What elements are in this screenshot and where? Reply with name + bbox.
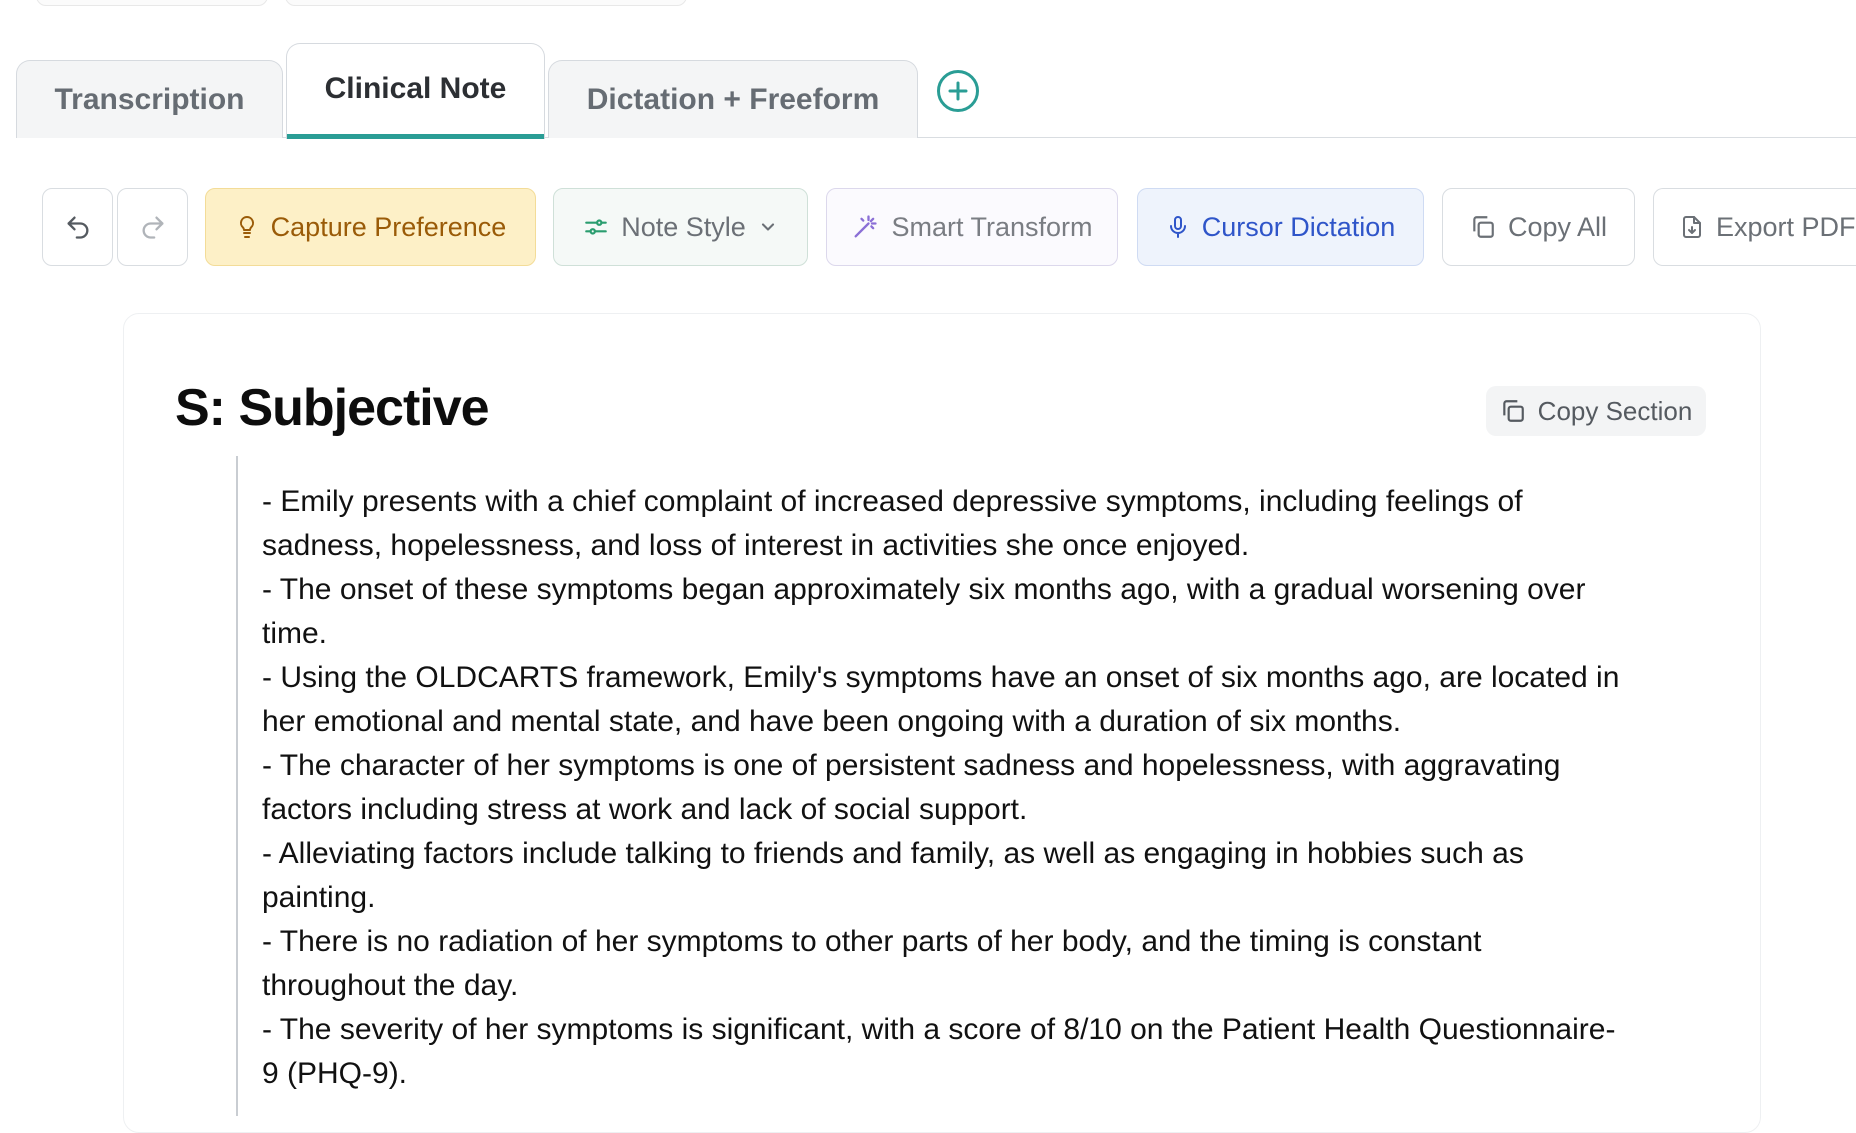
- copy-section-button[interactable]: [1486, 386, 1706, 436]
- add-tab-button[interactable]: [937, 70, 979, 112]
- file-export-icon: [1680, 213, 1704, 241]
- note-line: time.: [262, 617, 328, 650]
- note-line: painting.: [262, 881, 376, 914]
- copy-icon: [1470, 214, 1496, 240]
- cursor-dictation-button[interactable]: [1137, 188, 1424, 266]
- section-title: S: Subjective: [175, 379, 489, 437]
- tab-label: Dictation + Freeform: [586, 82, 880, 116]
- tab-dictation-freeform[interactable]: [548, 60, 918, 138]
- tab-label: Transcription: [54, 82, 245, 116]
- note-line: 9 (PHQ-9).: [262, 1057, 408, 1090]
- note-line: - Alleviating factors include talking to friends and family, as well as engaging in hobbies such as: [262, 837, 1524, 870]
- toolbar: [0, 188, 1856, 268]
- undo-button[interactable]: [42, 188, 113, 266]
- tab-label: Clinical Note: [324, 71, 507, 105]
- copy-icon: [1500, 398, 1526, 424]
- note-line: - The character of her symptoms is one of persistent sadness and hopelessness, with aggravating: [262, 749, 1561, 782]
- microphone-icon: [1166, 213, 1190, 241]
- lightbulb-icon: [235, 213, 259, 241]
- note-line: - The onset of these symptoms began approximately six months ago, with a gradual worsening over: [262, 573, 1586, 606]
- tab-bar: [0, 0, 1856, 140]
- chevron-down-icon: [758, 217, 778, 237]
- note-line: factors including stress at work and lack of social support.: [262, 793, 1028, 826]
- capture-preference-button[interactable]: [205, 188, 536, 266]
- note-style-dropdown[interactable]: [553, 188, 808, 266]
- subjective-content[interactable]: [236, 456, 1716, 1116]
- redo-button[interactable]: [117, 188, 188, 266]
- undo-icon: [64, 213, 92, 241]
- note-line: her emotional and mental state, and have been ongoing with a duration of six months.: [262, 705, 1402, 738]
- tab-clinical-note[interactable]: [286, 43, 545, 139]
- capture-preference-label: Capture Preference: [270, 211, 507, 242]
- plus-icon: [946, 79, 970, 103]
- smart-transform-button[interactable]: [826, 188, 1118, 266]
- cursor-dictation-label: Cursor Dictation: [1201, 211, 1396, 242]
- note-style-label: Note Style: [621, 211, 746, 242]
- copy-all-button[interactable]: [1442, 188, 1635, 266]
- export-pdf-button[interactable]: [1653, 188, 1856, 266]
- copy-all-label: Copy All: [1507, 211, 1608, 242]
- note-line: - Emily presents with a chief complaint of increased depressive symptoms, including feelings of: [262, 485, 1523, 518]
- magic-wand-icon: [851, 213, 879, 241]
- note-line: - There is no radiation of her symptoms to other parts of her body, and the timing is constant: [262, 925, 1482, 958]
- note-line: sadness, hopelessness, and loss of interest in activities she once enjoyed.: [262, 529, 1250, 562]
- note-line: throughout the day.: [262, 969, 519, 1002]
- copy-section-label: Copy Section: [1537, 395, 1693, 426]
- redo-icon: [139, 213, 167, 241]
- note-line: - Using the OLDCARTS framework, Emily's symptoms have an onset of six months ago, are located in: [262, 661, 1620, 694]
- smart-transform-label: Smart Transform: [891, 211, 1093, 242]
- export-pdf-label: Export PDF: [1716, 211, 1856, 242]
- note-line: - The severity of her symptoms is significant, with a score of 8/10 on the Patient Health Questionnaire-: [262, 1013, 1616, 1046]
- active-tab-indicator: [287, 134, 544, 139]
- sliders-icon: [583, 214, 609, 240]
- tab-transcription[interactable]: [16, 60, 283, 138]
